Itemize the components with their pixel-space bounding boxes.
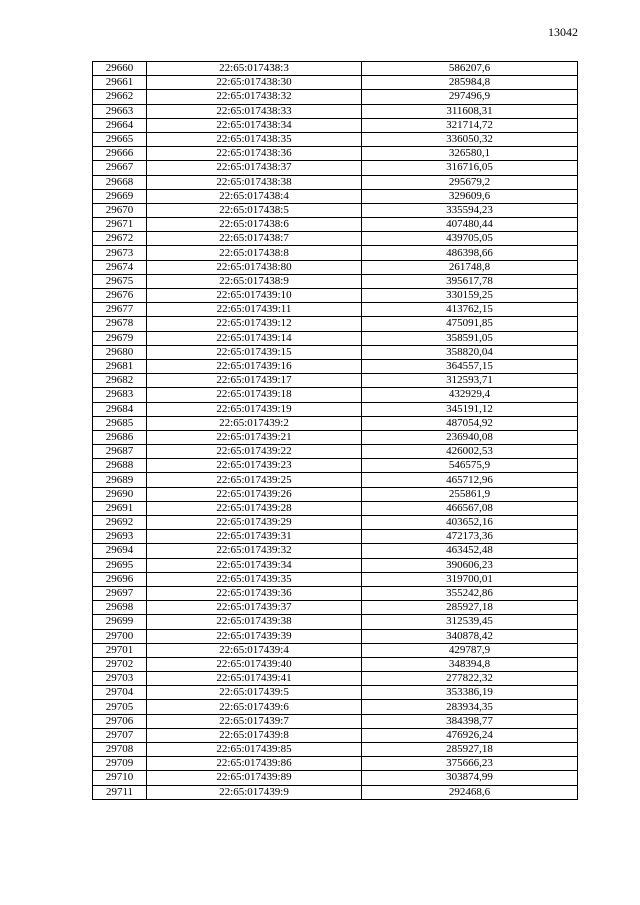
cadastral-number-cell: 22:65:017438:37 <box>147 161 362 175</box>
row-number-cell: 29693 <box>93 530 147 544</box>
row-number-cell: 29703 <box>93 672 147 686</box>
value-cell: 340878,42 <box>362 629 578 643</box>
cadastral-number-cell: 22:65:017439:18 <box>147 388 362 402</box>
value-cell: 390606,23 <box>362 558 578 572</box>
value-cell: 303874,99 <box>362 771 578 785</box>
value-cell: 546575,9 <box>362 459 578 473</box>
cadastral-number-cell: 22:65:017439:36 <box>147 586 362 600</box>
value-cell: 432929,4 <box>362 388 578 402</box>
row-number-cell: 29705 <box>93 700 147 714</box>
row-number-cell: 29664 <box>93 118 147 132</box>
row-number-cell: 29700 <box>93 629 147 643</box>
table-row <box>93 331 578 345</box>
value-cell: 285927,18 <box>362 743 578 757</box>
value-cell: 413762,15 <box>362 303 578 317</box>
table-row <box>93 459 578 473</box>
value-cell: 403652,16 <box>362 516 578 530</box>
cadastral-number-cell: 22:65:017438:80 <box>147 260 362 274</box>
cadastral-number-cell: 22:65:017439:5 <box>147 686 362 700</box>
cadastral-number-cell: 22:65:017439:28 <box>147 501 362 515</box>
table-row <box>93 402 578 416</box>
row-number-cell: 29667 <box>93 161 147 175</box>
table-row <box>93 728 578 742</box>
value-cell: 472173,36 <box>362 530 578 544</box>
data-table <box>92 61 578 800</box>
value-cell: 326580,1 <box>362 147 578 161</box>
row-number-cell: 29676 <box>93 289 147 303</box>
row-number-cell: 29668 <box>93 175 147 189</box>
row-number-cell: 29696 <box>93 572 147 586</box>
value-cell: 353386,19 <box>362 686 578 700</box>
cadastral-number-cell: 22:65:017438:7 <box>147 232 362 246</box>
table-row <box>93 516 578 530</box>
row-number-cell: 29675 <box>93 274 147 288</box>
row-number-cell: 29673 <box>93 246 147 260</box>
table-row <box>93 629 578 643</box>
table-row <box>93 203 578 217</box>
value-cell: 429787,9 <box>362 643 578 657</box>
table-row <box>93 118 578 132</box>
value-cell: 355242,86 <box>362 586 578 600</box>
table-row <box>93 757 578 771</box>
table-row <box>93 62 578 76</box>
row-number-cell: 29688 <box>93 459 147 473</box>
row-number-cell: 29711 <box>93 785 147 799</box>
table-row <box>93 161 578 175</box>
cadastral-number-cell: 22:65:017439:86 <box>147 757 362 771</box>
cadastral-number-cell: 22:65:017439:15 <box>147 345 362 359</box>
cadastral-number-cell: 22:65:017439:41 <box>147 672 362 686</box>
cadastral-number-cell: 22:65:017438:5 <box>147 203 362 217</box>
table-row <box>93 90 578 104</box>
cadastral-number-cell: 22:65:017439:35 <box>147 572 362 586</box>
table-row <box>93 175 578 189</box>
row-number-cell: 29701 <box>93 643 147 657</box>
cadastral-number-cell: 22:65:017439:39 <box>147 629 362 643</box>
cadastral-number-cell: 22:65:017439:85 <box>147 743 362 757</box>
row-number-cell: 29663 <box>93 104 147 118</box>
value-cell: 255861,9 <box>362 487 578 501</box>
cadastral-number-cell: 22:65:017438:33 <box>147 104 362 118</box>
row-number-cell: 29709 <box>93 757 147 771</box>
value-cell: 358591,05 <box>362 331 578 345</box>
table-row <box>93 643 578 657</box>
cadastral-number-cell: 22:65:017439:6 <box>147 700 362 714</box>
cadastral-number-cell: 22:65:017438:30 <box>147 76 362 90</box>
value-cell: 329609,6 <box>362 189 578 203</box>
value-cell: 236940,08 <box>362 430 578 444</box>
row-number-cell: 29707 <box>93 728 147 742</box>
value-cell: 487054,92 <box>362 416 578 430</box>
cadastral-number-cell: 22:65:017438:3 <box>147 62 362 76</box>
value-cell: 465712,96 <box>362 473 578 487</box>
table-row <box>93 104 578 118</box>
table-row <box>93 530 578 544</box>
table-row <box>93 388 578 402</box>
cadastral-number-cell: 22:65:017438:36 <box>147 147 362 161</box>
value-cell: 486398,66 <box>362 246 578 260</box>
row-number-cell: 29662 <box>93 90 147 104</box>
value-cell: 316716,05 <box>362 161 578 175</box>
cadastral-number-cell: 22:65:017439:31 <box>147 530 362 544</box>
table-row <box>93 359 578 373</box>
row-number-cell: 29689 <box>93 473 147 487</box>
row-number-cell: 29704 <box>93 686 147 700</box>
cadastral-number-cell: 22:65:017439:37 <box>147 601 362 615</box>
table-row <box>93 218 578 232</box>
row-number-cell: 29678 <box>93 317 147 331</box>
table-row <box>93 76 578 90</box>
table-row <box>93 743 578 757</box>
value-cell: 283934,35 <box>362 700 578 714</box>
cadastral-number-cell: 22:65:017438:8 <box>147 246 362 260</box>
table-row <box>93 473 578 487</box>
value-cell: 586207,6 <box>362 62 578 76</box>
cadastral-number-cell: 22:65:017439:25 <box>147 473 362 487</box>
row-number-cell: 29677 <box>93 303 147 317</box>
value-cell: 312593,71 <box>362 374 578 388</box>
value-cell: 335594,23 <box>362 203 578 217</box>
value-cell: 426002,53 <box>362 445 578 459</box>
cadastral-number-cell: 22:65:017439:4 <box>147 643 362 657</box>
row-number-cell: 29695 <box>93 558 147 572</box>
cadastral-number-cell: 22:65:017438:35 <box>147 132 362 146</box>
cadastral-number-cell: 22:65:017439:9 <box>147 785 362 799</box>
cadastral-number-cell: 22:65:017439:23 <box>147 459 362 473</box>
row-number-cell: 29694 <box>93 544 147 558</box>
cadastral-number-cell: 22:65:017439:2 <box>147 416 362 430</box>
value-cell: 285984,8 <box>362 76 578 90</box>
table-row <box>93 601 578 615</box>
table-row <box>93 700 578 714</box>
table-row <box>93 686 578 700</box>
table-row <box>93 672 578 686</box>
value-cell: 475091,85 <box>362 317 578 331</box>
page-number: 13042 <box>548 25 578 39</box>
cadastral-number-cell: 22:65:017439:11 <box>147 303 362 317</box>
row-number-cell: 29702 <box>93 657 147 671</box>
cadastral-number-cell: 22:65:017439:16 <box>147 359 362 373</box>
table-row <box>93 586 578 600</box>
cadastral-number-cell: 22:65:017439:26 <box>147 487 362 501</box>
value-cell: 336050,32 <box>362 132 578 146</box>
table-row <box>93 714 578 728</box>
cadastral-number-cell: 22:65:017439:32 <box>147 544 362 558</box>
table-row <box>93 317 578 331</box>
cadastral-number-cell: 22:65:017438:4 <box>147 189 362 203</box>
row-number-cell: 29683 <box>93 388 147 402</box>
cadastral-number-cell: 22:65:017439:8 <box>147 728 362 742</box>
row-number-cell: 29670 <box>93 203 147 217</box>
table-row <box>93 289 578 303</box>
table-row <box>93 558 578 572</box>
table-row <box>93 615 578 629</box>
row-number-cell: 29684 <box>93 402 147 416</box>
table-row <box>93 147 578 161</box>
table-row <box>93 445 578 459</box>
row-number-cell: 29698 <box>93 601 147 615</box>
row-number-cell: 29680 <box>93 345 147 359</box>
row-number-cell: 29674 <box>93 260 147 274</box>
row-number-cell: 29682 <box>93 374 147 388</box>
row-number-cell: 29710 <box>93 771 147 785</box>
table-row <box>93 430 578 444</box>
value-cell: 345191,12 <box>362 402 578 416</box>
value-cell: 476926,24 <box>362 728 578 742</box>
value-cell: 466567,08 <box>362 501 578 515</box>
cadastral-number-cell: 22:65:017439:7 <box>147 714 362 728</box>
value-cell: 407480,44 <box>362 218 578 232</box>
value-cell: 463452,48 <box>362 544 578 558</box>
value-cell: 348394,8 <box>362 657 578 671</box>
cadastral-number-cell: 22:65:017439:19 <box>147 402 362 416</box>
row-number-cell: 29706 <box>93 714 147 728</box>
table-row <box>93 303 578 317</box>
table-row <box>93 132 578 146</box>
table-row <box>93 232 578 246</box>
table-row <box>93 260 578 274</box>
table-row <box>93 374 578 388</box>
cadastral-number-cell: 22:65:017439:21 <box>147 430 362 444</box>
cadastral-number-cell: 22:65:017439:17 <box>147 374 362 388</box>
row-number-cell: 29686 <box>93 430 147 444</box>
value-cell: 277822,32 <box>362 672 578 686</box>
table-row <box>93 771 578 785</box>
cadastral-number-cell: 22:65:017439:38 <box>147 615 362 629</box>
row-number-cell: 29708 <box>93 743 147 757</box>
cadastral-number-cell: 22:65:017439:29 <box>147 516 362 530</box>
row-number-cell: 29661 <box>93 76 147 90</box>
cadastral-number-cell: 22:65:017438:6 <box>147 218 362 232</box>
table-row <box>93 345 578 359</box>
table-row <box>93 274 578 288</box>
value-cell: 384398,77 <box>362 714 578 728</box>
value-cell: 311608,31 <box>362 104 578 118</box>
cadastral-number-cell: 22:65:017439:12 <box>147 317 362 331</box>
value-cell: 321714,72 <box>362 118 578 132</box>
table-row <box>93 544 578 558</box>
table-body <box>93 62 578 800</box>
row-number-cell: 29690 <box>93 487 147 501</box>
cadastral-number-cell: 22:65:017439:22 <box>147 445 362 459</box>
table-row <box>93 572 578 586</box>
row-number-cell: 29679 <box>93 331 147 345</box>
table-row <box>93 501 578 515</box>
cadastral-number-cell: 22:65:017438:38 <box>147 175 362 189</box>
table-row <box>93 246 578 260</box>
table-row <box>93 189 578 203</box>
row-number-cell: 29687 <box>93 445 147 459</box>
value-cell: 439705,05 <box>362 232 578 246</box>
value-cell: 261748,8 <box>362 260 578 274</box>
cadastral-number-cell: 22:65:017439:34 <box>147 558 362 572</box>
row-number-cell: 29691 <box>93 501 147 515</box>
value-cell: 375666,23 <box>362 757 578 771</box>
value-cell: 358820,04 <box>362 345 578 359</box>
cadastral-number-cell: 22:65:017439:40 <box>147 657 362 671</box>
row-number-cell: 29699 <box>93 615 147 629</box>
row-number-cell: 29672 <box>93 232 147 246</box>
value-cell: 319700,01 <box>362 572 578 586</box>
row-number-cell: 29685 <box>93 416 147 430</box>
row-number-cell: 29665 <box>93 132 147 146</box>
table-row <box>93 657 578 671</box>
row-number-cell: 29671 <box>93 218 147 232</box>
table-row <box>93 416 578 430</box>
row-number-cell: 29660 <box>93 62 147 76</box>
value-cell: 297496,9 <box>362 90 578 104</box>
table-row <box>93 487 578 501</box>
row-number-cell: 29669 <box>93 189 147 203</box>
row-number-cell: 29681 <box>93 359 147 373</box>
value-cell: 295679,2 <box>362 175 578 189</box>
row-number-cell: 29697 <box>93 586 147 600</box>
value-cell: 330159,25 <box>362 289 578 303</box>
value-cell: 312539,45 <box>362 615 578 629</box>
row-number-cell: 29692 <box>93 516 147 530</box>
table-row <box>93 785 578 799</box>
cadastral-number-cell: 22:65:017438:9 <box>147 274 362 288</box>
cadastral-number-cell: 22:65:017438:34 <box>147 118 362 132</box>
cadastral-number-cell: 22:65:017438:32 <box>147 90 362 104</box>
row-number-cell: 29666 <box>93 147 147 161</box>
value-cell: 285927,18 <box>362 601 578 615</box>
cadastral-number-cell: 22:65:017439:14 <box>147 331 362 345</box>
value-cell: 395617,78 <box>362 274 578 288</box>
value-cell: 364557,15 <box>362 359 578 373</box>
cadastral-number-cell: 22:65:017439:89 <box>147 771 362 785</box>
cadastral-number-cell: 22:65:017439:10 <box>147 289 362 303</box>
value-cell: 292468,6 <box>362 785 578 799</box>
